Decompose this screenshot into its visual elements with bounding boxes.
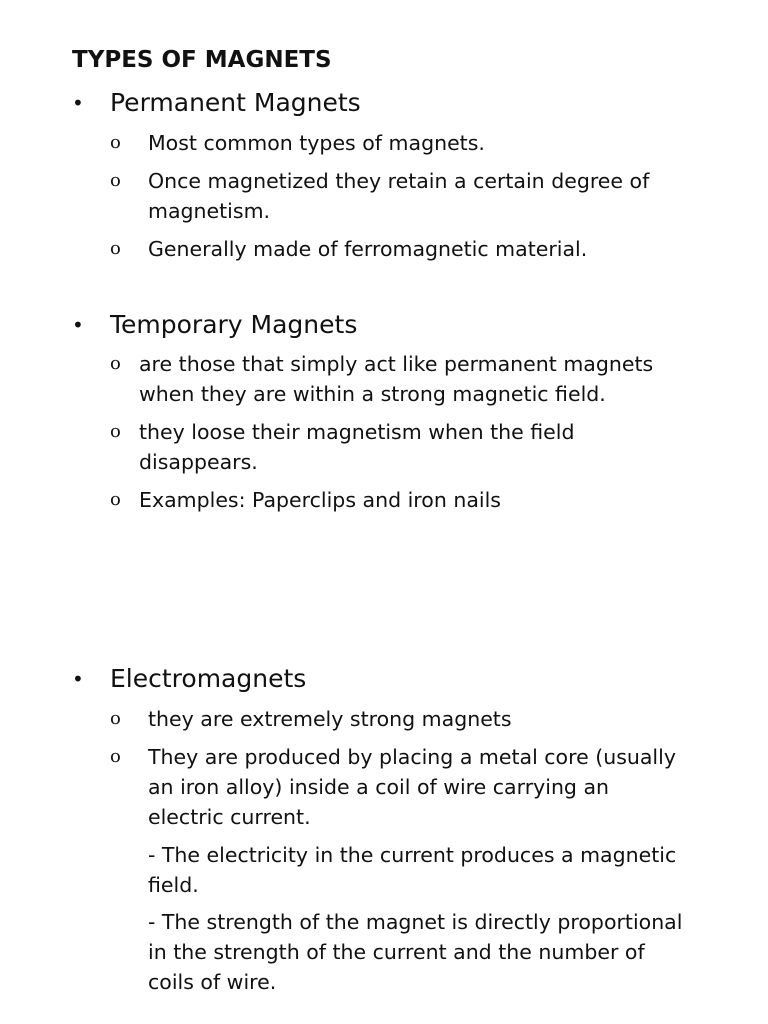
list-item-line: are those that simply act like permanent magnets — [139, 352, 654, 376]
circle-bullet-icon: o — [110, 238, 121, 259]
list-item-line: electric current. — [148, 805, 311, 829]
list-item-line: Once magnetized they retain a certain degree of — [148, 169, 650, 193]
circle-bullet-icon: o — [110, 708, 121, 729]
note-paragraph — [148, 840, 676, 900]
note-line: in the strength of the current and the number of — [148, 940, 645, 964]
list-item-line: when they are within a strong magnetic field. — [139, 382, 606, 406]
note-line: coils of wire. — [148, 970, 277, 994]
circle-bullet-icon: o — [110, 489, 121, 510]
list-item-line: Most common types of magnets. — [148, 131, 485, 155]
section-heading: Temporary Magnets — [110, 310, 358, 339]
note-line: field. — [148, 873, 199, 897]
section-heading: Permanent Magnets — [110, 88, 361, 117]
list-item-line: an iron alloy) inside a coil of wire carrying an — [148, 775, 610, 799]
page-title: TYPES OF MAGNETS — [72, 47, 332, 73]
list-item-line: Examples: Paperclips and iron nails — [139, 488, 501, 512]
circle-bullet-icon: o — [110, 170, 121, 191]
list-item-line: magnetism. — [148, 199, 271, 223]
note-paragraph — [148, 907, 682, 997]
section-heading: Electromagnets — [110, 664, 307, 693]
list-item-line: Generally made of ferromagnetic material. — [148, 237, 588, 261]
list-item-line: disappears. — [139, 450, 258, 474]
circle-bullet-icon: o — [110, 132, 121, 153]
circle-bullet-icon: o — [110, 746, 121, 767]
list-item-line: they are extremely strong magnets — [148, 707, 512, 731]
bullet-icon: • — [72, 91, 84, 115]
bullet-icon: • — [72, 667, 84, 691]
list-item-line: They are produced by placing a metal core (usually — [148, 745, 676, 769]
circle-bullet-icon: o — [110, 353, 121, 374]
note-line: - The electricity in the current produces a magnetic — [148, 843, 677, 867]
note-line: - The strength of the magnet is directly proportional — [148, 910, 683, 934]
list-item-line: they loose their magnetism when the field — [139, 420, 575, 444]
circle-bullet-icon: o — [110, 421, 121, 442]
bullet-icon: • — [72, 313, 84, 337]
